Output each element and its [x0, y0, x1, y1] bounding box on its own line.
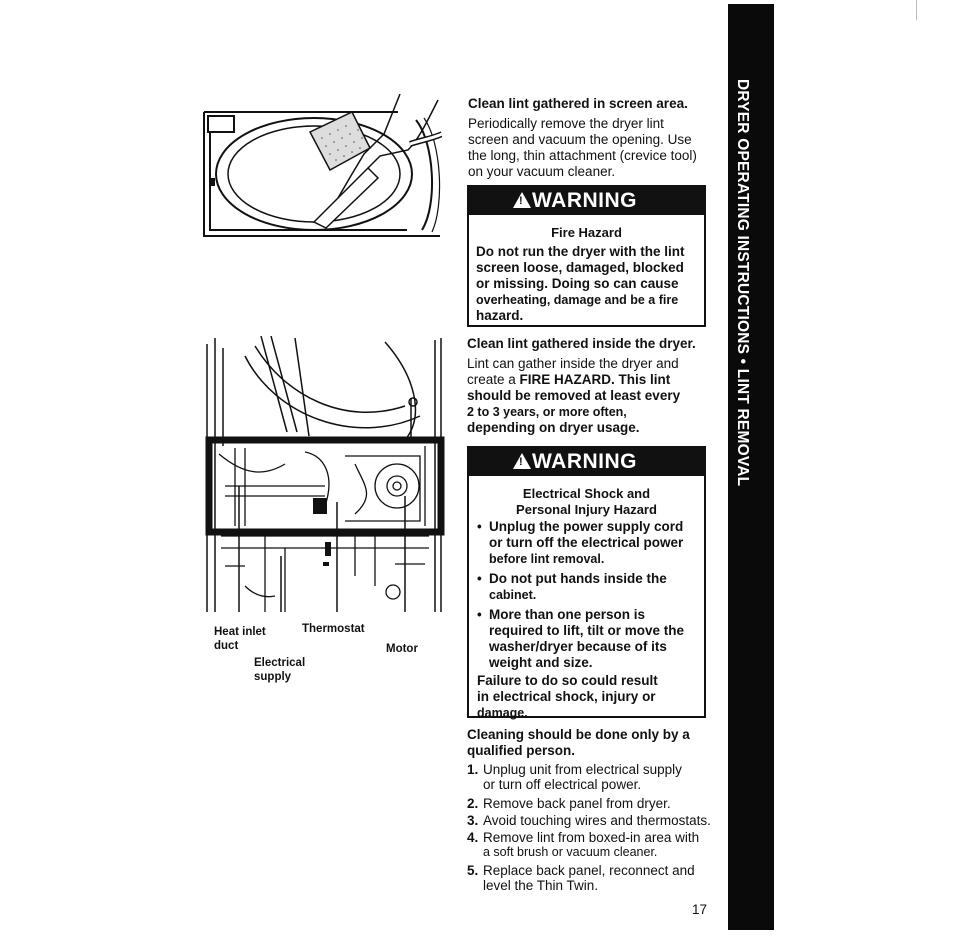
edge-mark — [916, 0, 917, 20]
label-motor: Motor — [386, 643, 418, 655]
warning-subtitle: Electrical Shock and Personal Injury Hazard — [516, 486, 657, 517]
section-heading-qualified-person: Cleaning should be done only by a qualified person. — [467, 727, 690, 758]
label-thermostat: Thermostat — [302, 623, 365, 635]
section-body-screen-area: Periodically remove the dryer lint screen and vacuum the opening. Use the long, thin attachment (crevice tool) on your vacuum cleaner. — [468, 116, 697, 179]
lint-screen-illustration — [202, 94, 442, 240]
bullet-item: • More than one person is required to lift, tilt or move the washer/dryer because of its weight and size. — [477, 607, 685, 670]
label-heat-inlet-duct: Heat inlet duct — [214, 626, 266, 652]
warning-text: Do not run the dryer with the lint screen loose, damaged, blocked or missing. Doing so can cause overheating, damage and be a fire hazard. — [476, 244, 685, 323]
step-3: 3. Avoid touching wires and thermostats. — [467, 813, 711, 828]
label-electrical-supply: Electrical supply — [254, 657, 306, 683]
step-2: 2. Remove back panel from dryer. — [467, 796, 671, 811]
page-number: 17 — [692, 902, 708, 917]
step-1: 1. Unplug unit from electrical supply or turn off electrical power. — [467, 762, 682, 792]
section-heading-screen-area: Clean lint gathered in screen area. — [468, 96, 688, 111]
warning-subtitle: Fire Hazard — [551, 225, 622, 240]
fire-hazard-warning — [467, 185, 706, 327]
dryer-interior-illustration — [205, 336, 445, 612]
warning-footer: Failure to do so could result in electrical shock, injury or damage. — [477, 673, 658, 720]
warning-bullets — [477, 519, 684, 721]
warning-title-bar: !WARNING — [469, 187, 704, 215]
section-heading-inside-dryer: Clean lint gathered inside the dryer. — [467, 336, 696, 351]
warning-title-bar: !WARNING — [469, 448, 704, 476]
bullet-item: • Do not put hands inside the cabinet. — [477, 571, 667, 602]
section-body-inside-dryer: Lint can gather inside the dryer and create a FIRE HAZARD. This lint should be removed at least every 2 to 3 years, or more often, depending on dryer usage. — [467, 356, 681, 435]
step-5: 5. Replace back panel, reconnect and level the Thin Twin. — [467, 863, 695, 893]
bullet-item: • Unplug the power supply cord or turn off the electrical power before lint removal. — [477, 519, 684, 566]
warning-triangle-icon — [513, 192, 531, 208]
electrical-shock-warning — [467, 446, 706, 718]
step-4: 4. Remove lint from boxed-in area with a soft brush or vacuum cleaner. — [467, 830, 700, 859]
warning-triangle-icon — [513, 453, 531, 469]
